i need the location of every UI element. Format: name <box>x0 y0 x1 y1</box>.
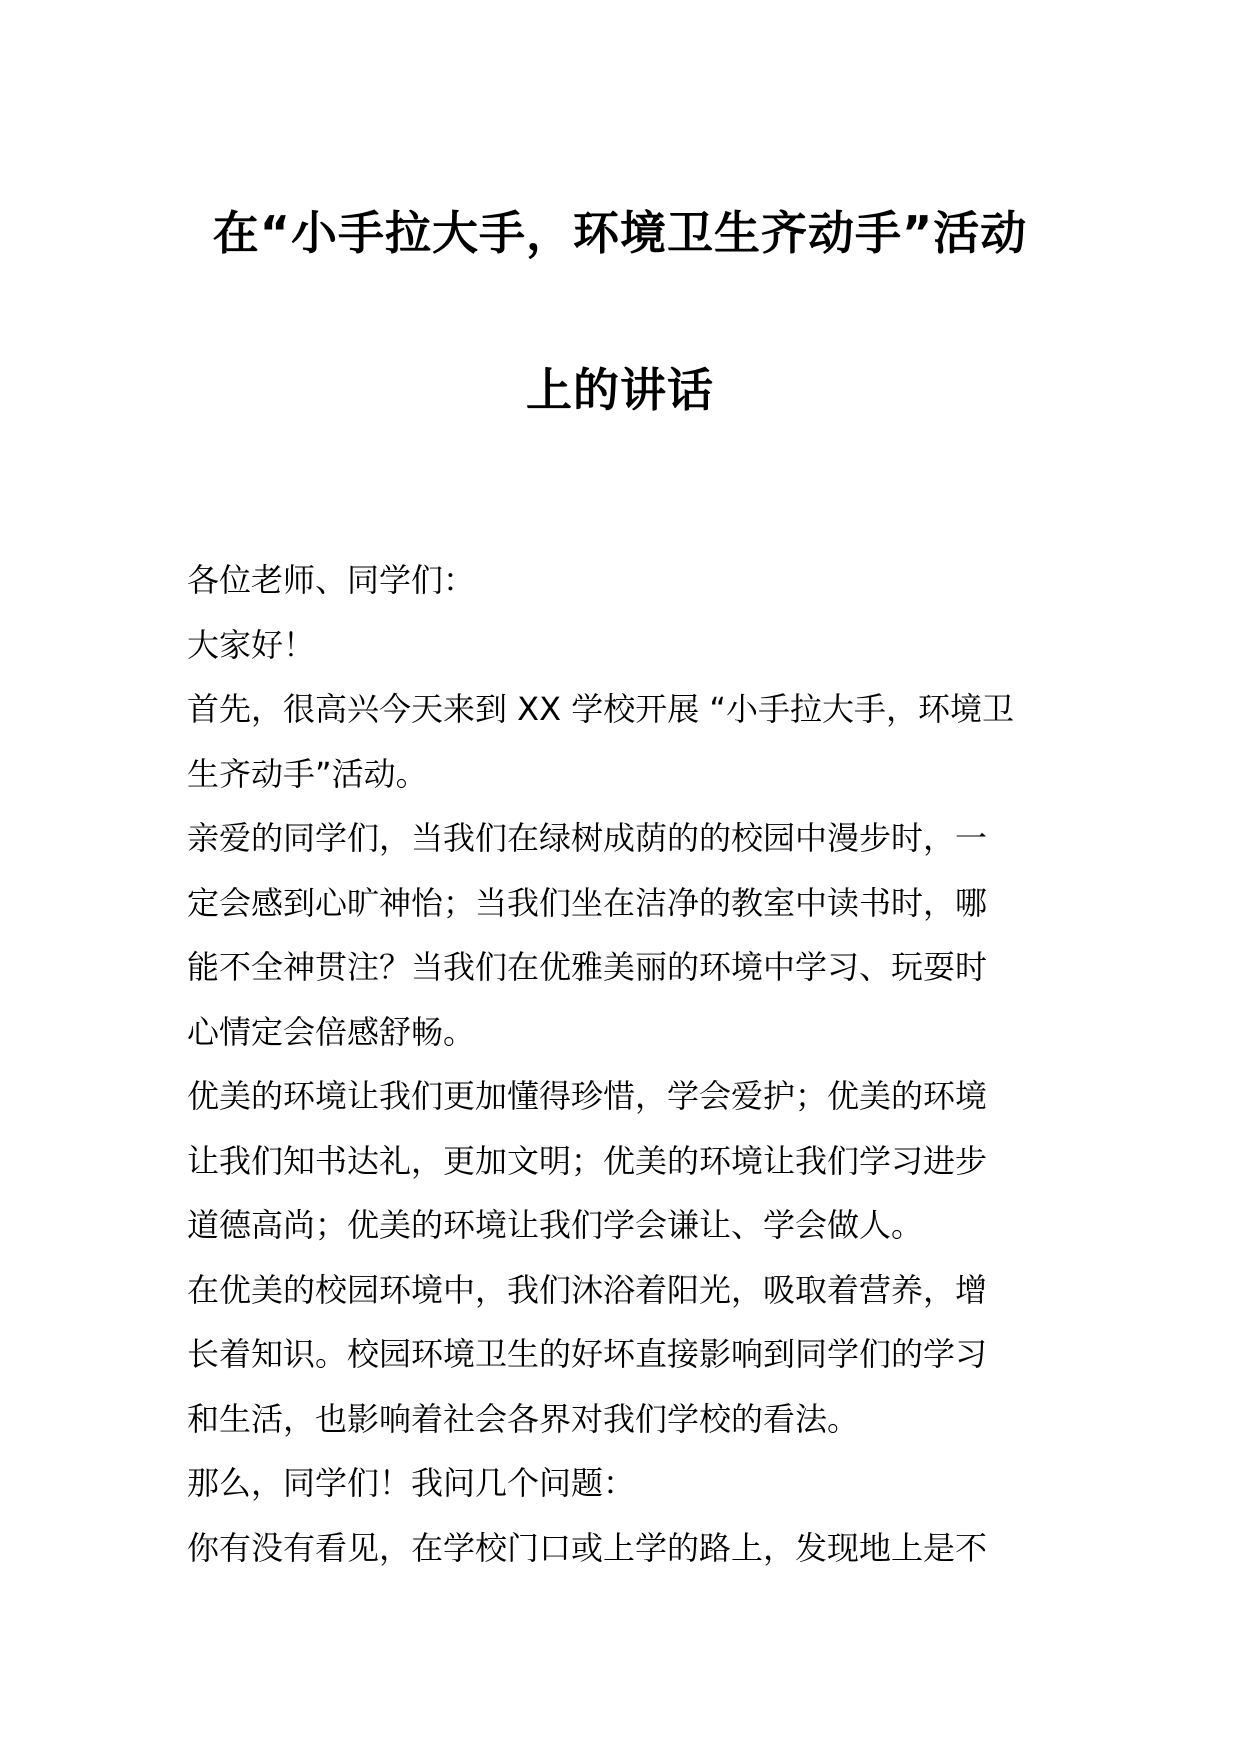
body-line: 心情定会倍感舒畅。 <box>187 1012 476 1051</box>
body-line: 首先，很高兴今天来到 XX 学校开展 “小手拉大手，环境卫 <box>187 690 1014 728</box>
document-title-line-1: 在“小手拉大手，环境卫生齐动手”活动 <box>212 206 1028 260</box>
body-line: 亲爱的同学们，当我们在绿树成荫的的校园中漫步时，一 <box>187 819 988 857</box>
body-line: 和生活，也影响着社会各界对我们学校的看法。 <box>187 1399 860 1438</box>
body-line: 定会感到心旷神怡；当我们坐在洁净的教室中读书时，哪 <box>187 883 988 922</box>
body-line: 长着知识。校园环境卫生的好坏直接影响到同学们的学习 <box>187 1335 988 1373</box>
body-line: 道德高尚；优美的环境让我们学会谦让、学会做人。 <box>187 1206 924 1244</box>
body-line: 各位老师、同学们： <box>187 561 476 599</box>
body-line: 你有没有看见，在学校门口或上学的路上，发现地上是不 <box>187 1528 988 1567</box>
body-line: 在优美的校园环境中，我们沐浴着阳光，吸取着营养，增 <box>187 1270 988 1309</box>
body-line: 大家好！ <box>187 625 316 664</box>
body-line: 能不全神贯注？当我们在优雅美丽的环境中学习、玩耍时 <box>187 948 988 986</box>
body-line: 那么，同学们！我问几个问题： <box>187 1464 636 1502</box>
document-body <box>187 548 1067 1580</box>
body-line: 让我们知书达礼，更加文明；优美的环境让我们学习进步 <box>187 1141 988 1180</box>
document-title-line-2: 上的讲话 <box>526 363 714 417</box>
body-line: 生齐动手”活动。 <box>187 754 428 793</box>
body-line: 优美的环境让我们更加懂得珍惜，学会爱护；优美的环境 <box>187 1077 988 1115</box>
